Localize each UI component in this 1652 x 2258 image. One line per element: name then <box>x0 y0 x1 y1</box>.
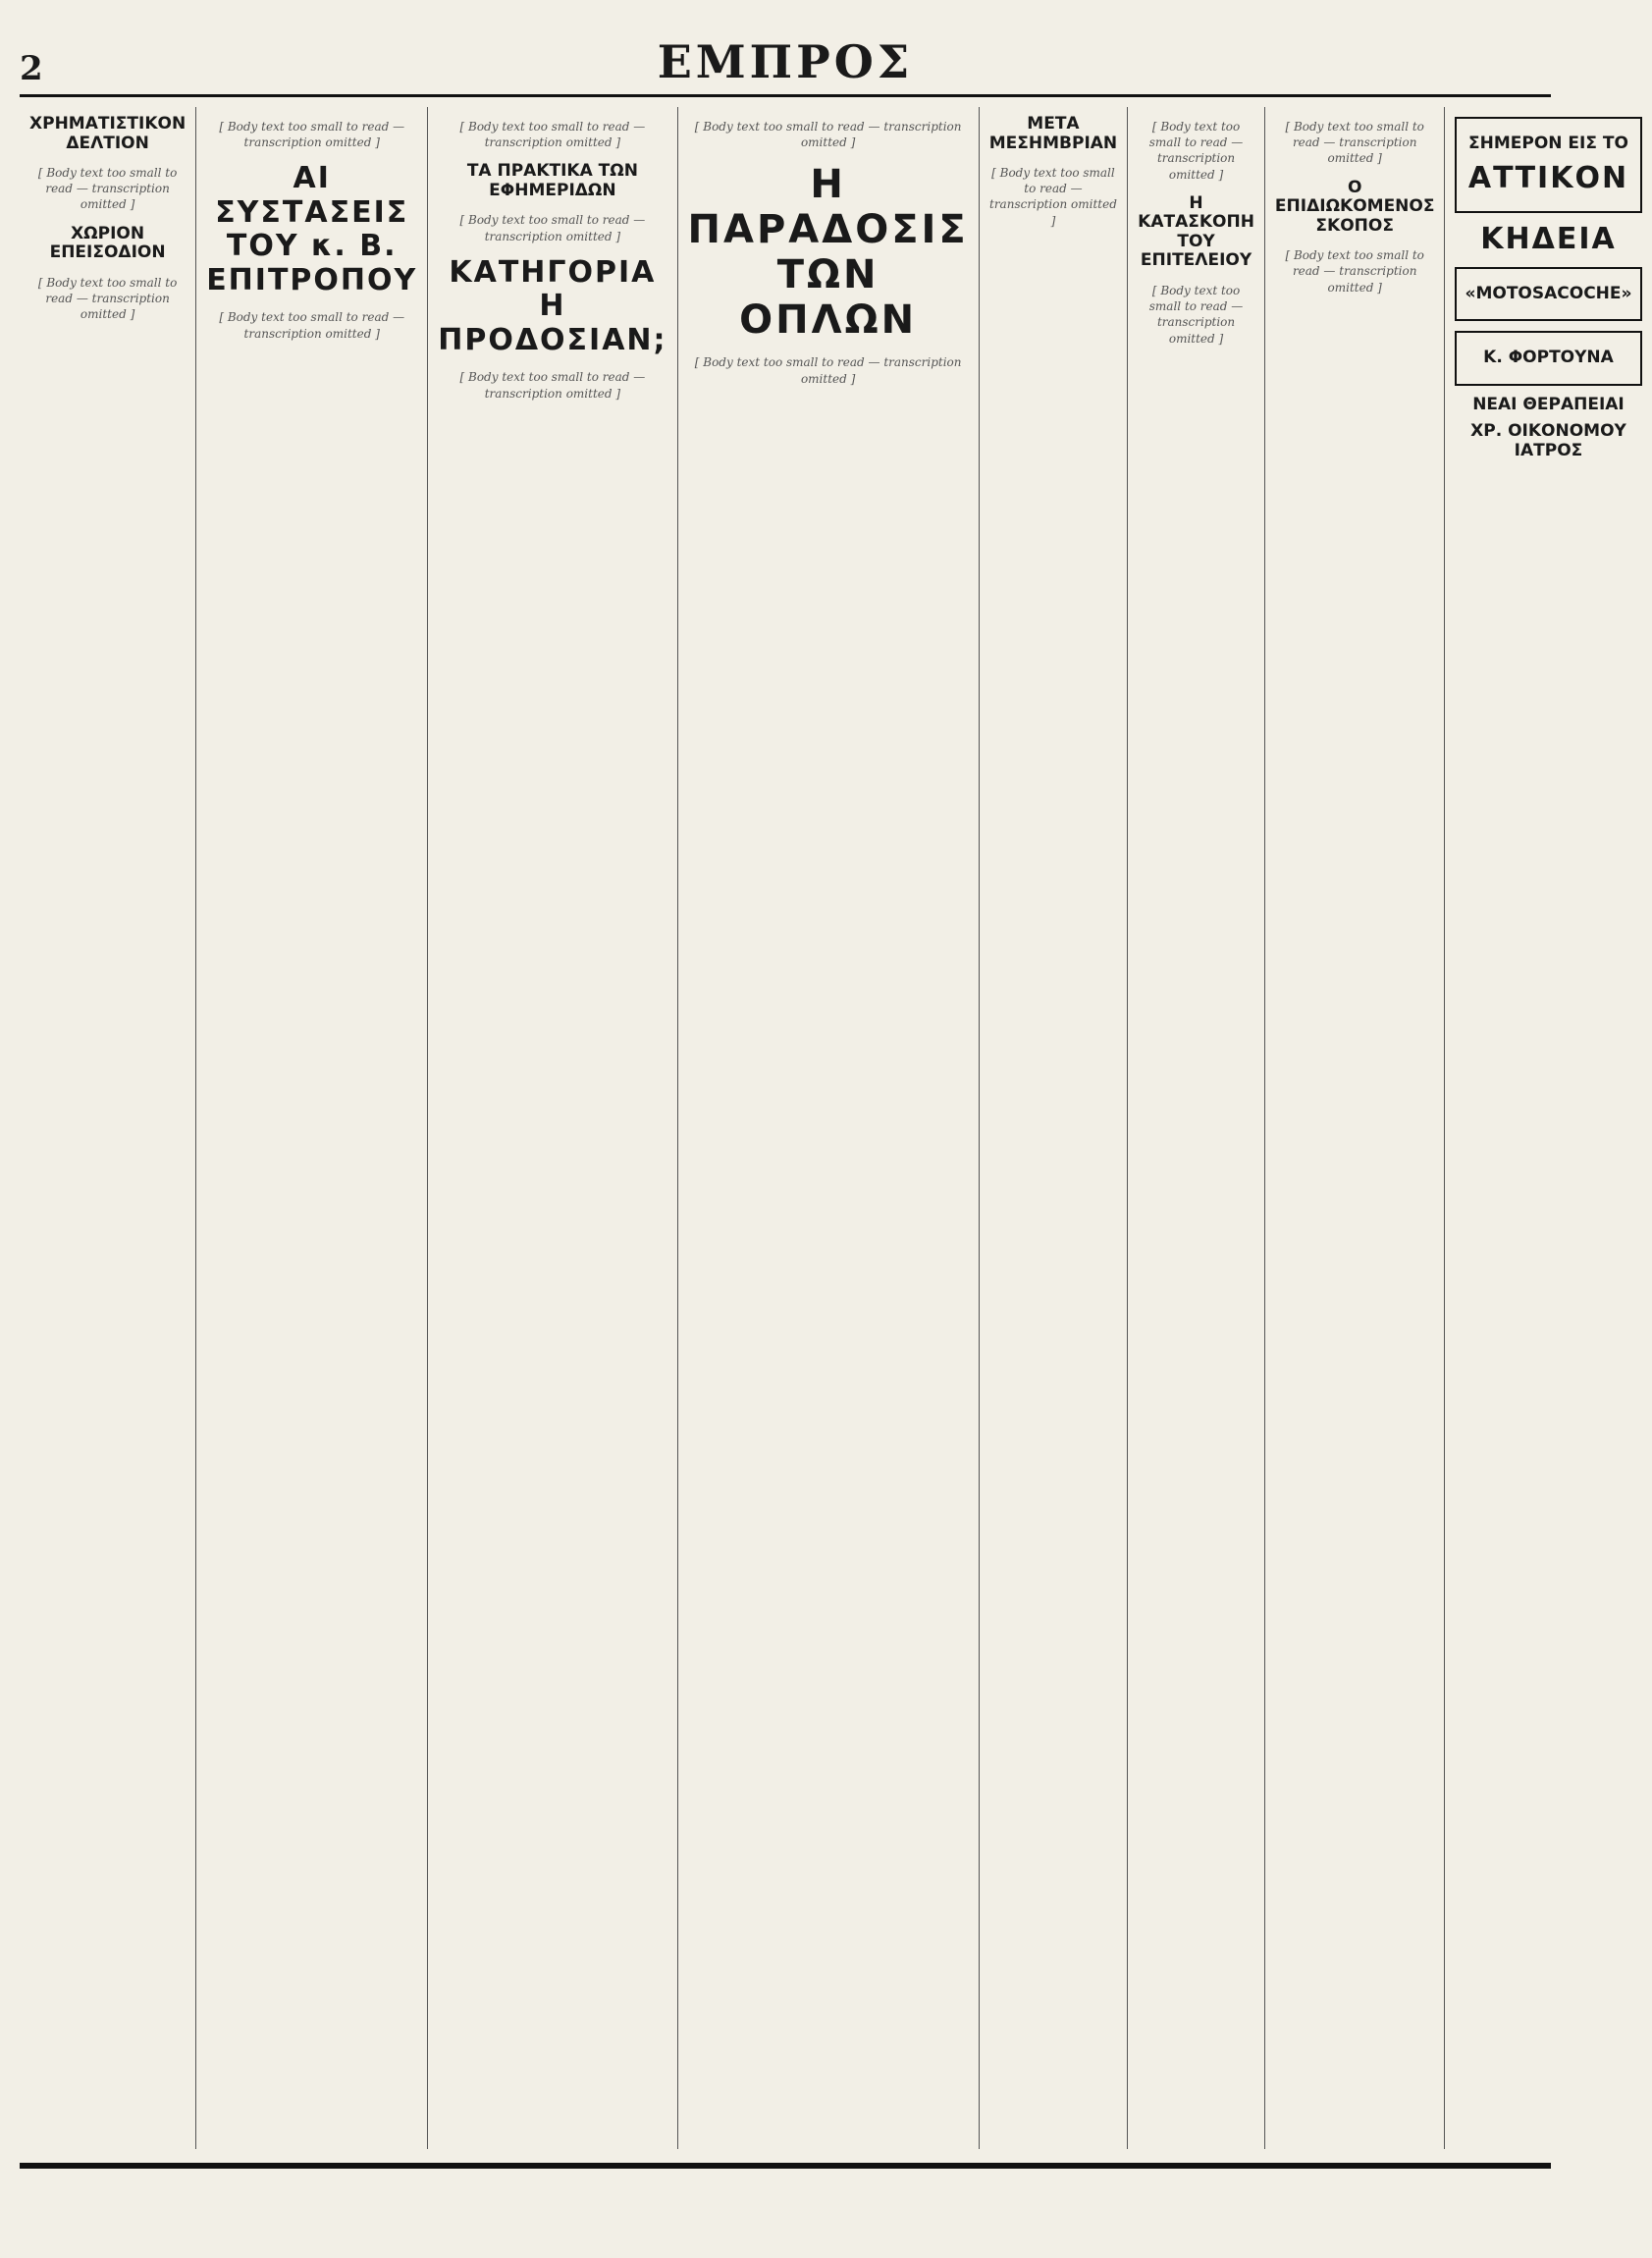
body-placeholder: [ Body text too small to read — transcription omitted ] <box>459 213 646 243</box>
body-placeholder: [ Body text too small to read — transcription omitted ] <box>694 355 962 386</box>
column-1 <box>20 107 196 2149</box>
headline-doctor: ΧΡ. ΟΙΚΟΝΟΜΟΥ ΙΑΤΡΟΣ <box>1470 421 1626 460</box>
column-3 <box>428 107 677 2149</box>
ad-motosacoche-title: «ΜΟΤΟSACOCHE» <box>1465 283 1632 303</box>
column-7 <box>1265 107 1446 2149</box>
page-number: 2 <box>20 49 43 88</box>
paper-name: ΕΜΠΡΟΣ <box>657 35 914 88</box>
newspaper-page <box>20 20 1632 2209</box>
column-6 <box>1128 107 1265 2149</box>
bottom-rule <box>20 2163 1551 2169</box>
headline-financial: ΧΡΗΜΑΤΙΣΤΙΚΟΝ ΔΕΛΤΙΟΝ <box>29 114 187 153</box>
body-placeholder: [ Body text too small to read — transcription omitted ] <box>219 120 405 150</box>
headline-afternoon: ΜΕΤΑ ΜΕΣΗΜΒΡΙΑΝ <box>988 114 1118 153</box>
masthead <box>20 20 1551 97</box>
headline-accusation: ΚΑΤΗΓΟΡΙΑ Η ΠΡΟΔΟΣΙΑΝ; <box>438 254 667 357</box>
ad-attikon-title: ΑΤΤΙΚΟΝ <box>1467 160 1629 195</box>
column-4 <box>678 107 980 2149</box>
body-placeholder: [ Body text too small to read — transcription omitted ] <box>1148 120 1244 182</box>
ad-motosacoche <box>1455 267 1641 322</box>
column-2 <box>196 107 428 2149</box>
ad-fortouna <box>1455 331 1641 386</box>
headline-funeral: ΚΗΔΕΙΑ <box>1480 222 1617 257</box>
headline-minutes: ΤΑ ΠΡΑΚΤΙΚΑ ΤΩΝ ΕΦΗΜΕΡΙΔΩΝ <box>466 161 638 200</box>
body-placeholder: [ Body text too small to read — transcription omitted ] <box>459 120 646 150</box>
body-placeholder: [ Body text too small to read — transcription omitted ] <box>1285 248 1424 295</box>
body-placeholder: [ Body text too small to read — transcription omitted ] <box>1148 283 1244 346</box>
headline-recommendations: ΑΙ ΣΥΣΤΑΣΕΙΣ ΤΟΥ κ. Β. ΕΠΙΤΡΟΠΟΥ <box>206 161 418 297</box>
body-placeholder: [ Body text too small to read — transcription omitted ] <box>37 166 178 212</box>
ad-attikon-intro: ΣΗΜΕΡΟΝ ΕΙΣ ΤΟ <box>1468 134 1628 153</box>
ad-attikon <box>1455 117 1641 213</box>
body-placeholder: [ Body text too small to read — transcription omitted ] <box>1285 120 1424 166</box>
body-placeholder: [ Body text too small to read — transcription omitted ] <box>459 370 646 401</box>
headline-occupation: Η ΚΑΤΑΣΚΟΠΗ ΤΟΥ ΕΠΙΤΕΛΕΙΟΥ <box>1138 192 1254 271</box>
body-placeholder: [ Body text too small to read — transcription omitted ] <box>694 120 962 150</box>
headline-purpose: Ο ΕΠΙΔΙΩΚΟΜΕΝΟΣ ΣΚΟΠΟΣ <box>1274 177 1435 236</box>
ad-fortouna-title: Κ. ΦΟΡΤΟΥΝΑ <box>1483 348 1614 368</box>
body-placeholder: [ Body text too small to read — transcription omitted ] <box>37 275 178 322</box>
columns <box>20 107 1632 2149</box>
column-5 <box>980 107 1128 2149</box>
headline-arms: Η ΠΑΡΑΔΟΣΙΣ ΤΩΝ ΟΠΛΩΝ <box>687 162 969 344</box>
headline-incident: ΧΩΡΙΟΝ ΕΠΕΙΣΟΔΙΟΝ <box>49 223 166 263</box>
column-8-ads <box>1445 107 1651 2149</box>
headline-therapies: ΝΕΑΙ ΘΕΡΑΠΕΙΑΙ <box>1472 394 1625 414</box>
body-placeholder: [ Body text too small to read — transcription omitted ] <box>989 166 1117 228</box>
body-placeholder: [ Body text too small to read — transcription omitted ] <box>219 310 405 341</box>
